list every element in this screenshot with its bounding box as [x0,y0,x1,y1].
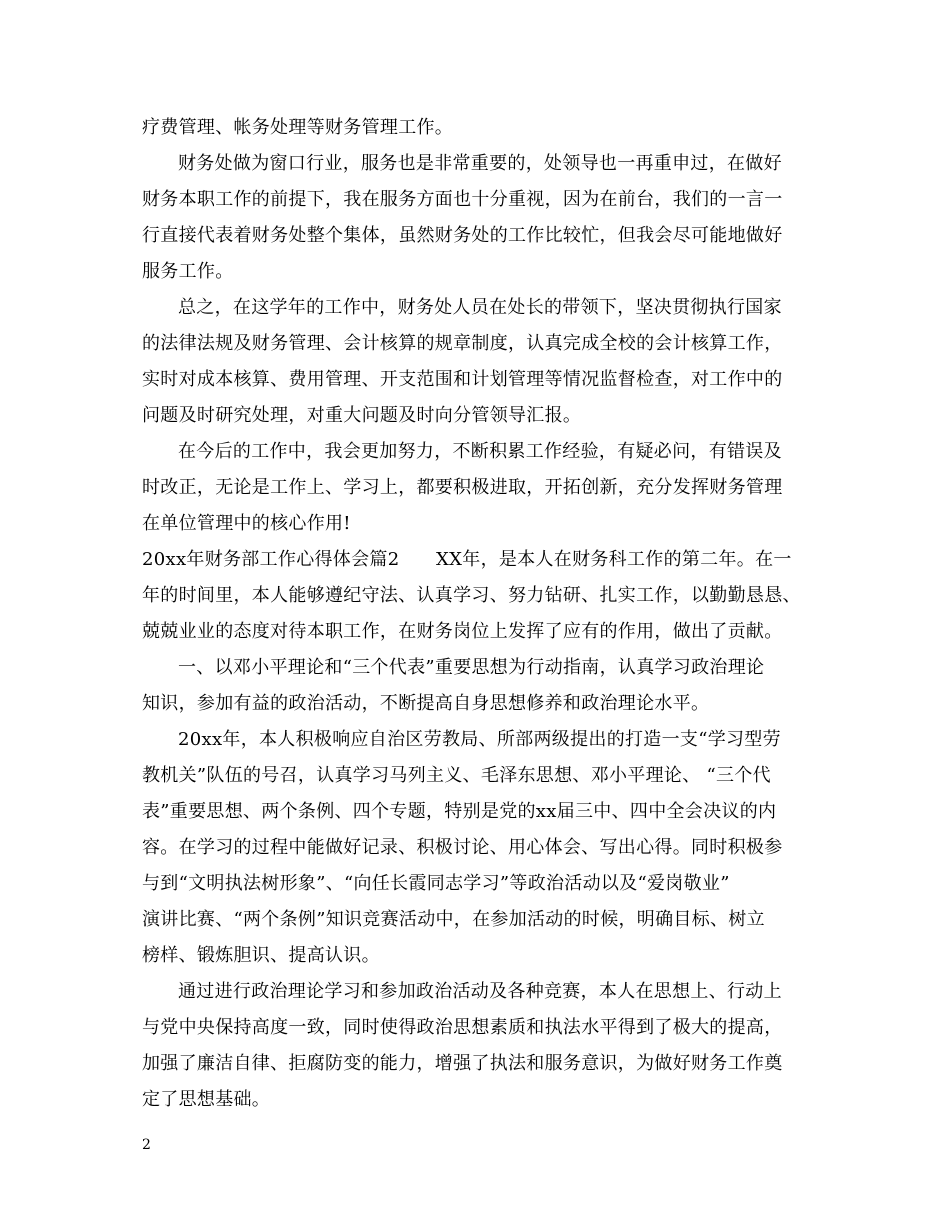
text-line: 20xx年，本人积极响应自治区劳教局、所部两级提出的打造一支“学习型劳 [178,729,781,750]
text-line: 与到“文明执法树形象”、“向任长霞同志学习”等政治活动以及“爱岗敬业” [142,873,730,894]
text-line: 的法律法规及财务管理、会计核算的规章制度，认真完成全校的会计核算工作， [142,333,783,354]
text-line: 年的时间里，本人能够遵纪守法、认真学习、努力钻研、扎实工作，以勤勤恳恳、 [142,585,801,606]
text-line: 兢兢业业的态度对待本职工作，在财务岗位上发挥了应有的作用，做出了贡献。 [142,621,783,642]
text-line: 加强了廉洁自律、拒腐防变的能力，增强了执法和服务意识，为做好财务工作奠 [142,1053,783,1074]
text-line: 一、以邓小平理论和“三个代表”重要思想为行动指南，认真学习政治理论 [178,657,765,678]
text-line: 在单位管理中的核心作用! [142,513,351,534]
text-line: 通过进行政治理论学习和参加政治活动及各种竞赛，本人在思想上、行动上 [178,981,782,1002]
text-line: 定了思想基础。 [142,1089,271,1110]
text-line: 疗费管理、帐务处理等财务管理工作。 [142,117,454,138]
text-line: 演讲比赛、“两个条例”知识竞赛活动中，在参加活动的时候，明确目标、树立 [142,909,765,930]
text-line: 总之，在这学年的工作中，财务处人员在处长的带领下，坚决贯彻执行国家 [178,297,782,318]
text-line: 与党中央保持高度一致，同时使得政治思想素质和执法水平得到了极大的提高， [142,1017,783,1038]
text-line: 容。在学习的过程中能做好记录、积极讨论、用心体会、写出心得。同时积极参 [142,837,783,858]
text-line: 时改正，无论是工作上、学习上，都要积极进取，开拓创新，充分发挥财务管理 [142,477,783,498]
text-line: 财务处做为窗口行业，服务也是非常重要的，处领导也一再重申过，在做好 [178,153,782,174]
text-line: 问题及时研究处理，对重大问题及时向分管领导汇报。 [142,405,582,426]
text-line: 财务本职工作的前提下，我在服务方面也十分重视，因为在前台，我们的一言一 [142,189,783,210]
page-number: 2 [142,1137,151,1153]
text-line: 知识，参加有益的政治活动，不断提高自身思想修养和政治理论水平。 [142,693,710,714]
text-line: 20xx年财务部工作心得体会篇2 XX年，是本人在财务科工作的第二年。在一 [142,549,792,570]
text-line: 在今后的工作中，我会更加努力，不断积累工作经验，有疑必问，有错误及 [178,441,782,462]
text-line: 表”重要思想、两个条例、四个专题，特别是党的xx届三中、四中全会决议的内 [142,801,777,822]
text-line: 实时对成本核算、费用管理、开支范围和计划管理等情况监督检查，对工作中的 [142,369,783,390]
text-line: 服务工作。 [142,261,234,282]
text-line: 榜样、锻炼胆识、提高认识。 [142,945,380,966]
text-line: 行直接代表着财务处整个集体，虽然财务处的工作比较忙，但我会尽可能地做好 [142,225,783,246]
text-line: 教机关”队伍的号召，认真学习马列主义、毛泽东思想、邓小平理论、 “三个代 [142,765,771,786]
